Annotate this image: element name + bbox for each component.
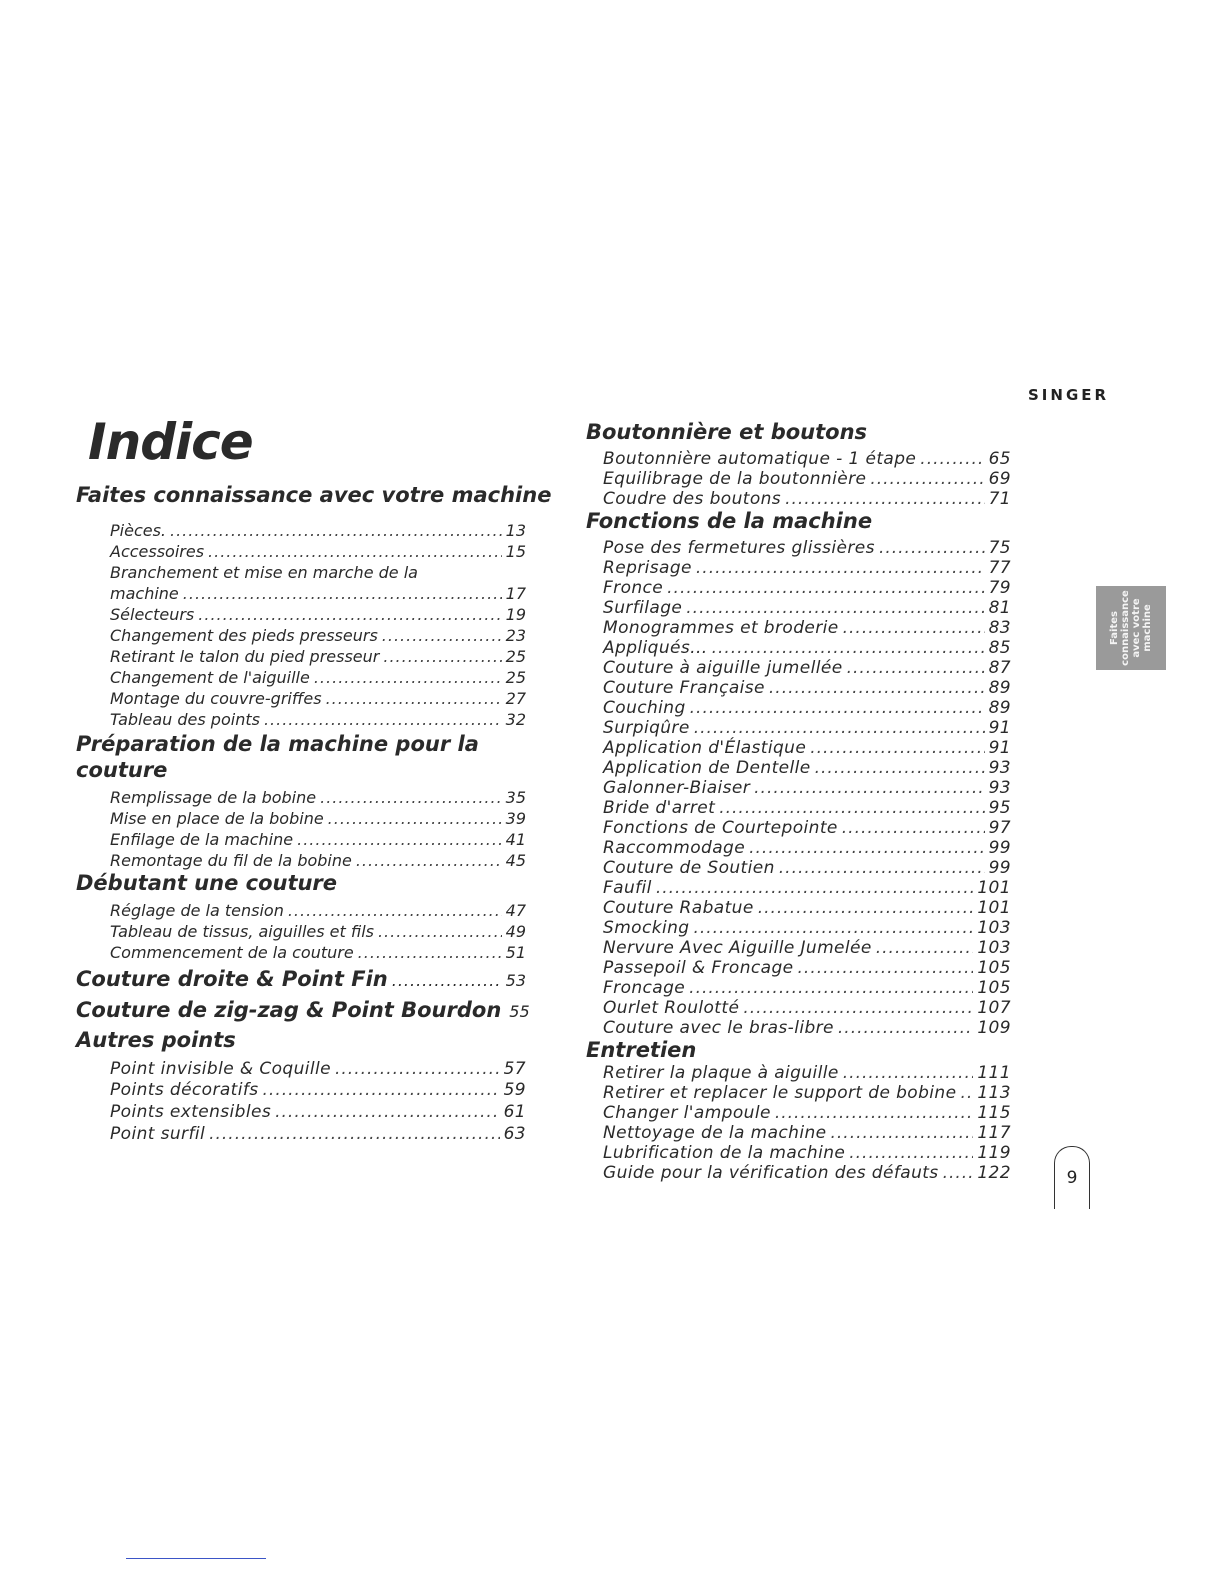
- entry-title: Surpiqûre: [603, 718, 690, 738]
- toc-entry: [110, 563, 526, 583]
- entry-title: Points décoratifs: [110, 1080, 259, 1100]
- entry-title: Réglage de la tension: [110, 901, 284, 920]
- entry-title: Tableau des points: [110, 710, 260, 729]
- dot-leader: [170, 521, 502, 541]
- page-ref: 89: [988, 698, 1011, 718]
- entry-title: Application d'Élastique: [603, 738, 807, 758]
- toc-entry: [110, 851, 526, 871]
- entry-title: Accessoires: [110, 542, 205, 561]
- entry-title: Retirer la plaque à aiguille: [603, 1063, 839, 1083]
- side-tab-line: avec votre: [1131, 598, 1143, 658]
- page-ref: 77: [988, 558, 1011, 578]
- dot-leader: [690, 698, 985, 718]
- toc-entry: [603, 738, 1011, 758]
- toc-entry: [110, 922, 526, 942]
- entry-title: Fonctions de Courtepointe: [603, 818, 838, 838]
- toc-entry: [603, 1163, 1011, 1183]
- toc-section-heading: Faites connaissance avec votre machine: [76, 483, 552, 507]
- dot-leader: [263, 1080, 500, 1100]
- toc-entry: [603, 778, 1011, 798]
- toc-entry: [110, 1102, 526, 1122]
- dot-leader: [743, 998, 973, 1018]
- entry-title: Points extensibles: [110, 1102, 272, 1122]
- toc-entry: [603, 818, 1011, 838]
- toc-entry: [110, 710, 526, 730]
- toc-entry: [110, 584, 526, 604]
- page-ref: 105: [977, 958, 1011, 978]
- page-ref: 53: [505, 971, 526, 990]
- toc-entry: [603, 998, 1011, 1018]
- entry-title: Faufil: [603, 878, 652, 898]
- side-tab-line: connaissance: [1120, 590, 1132, 666]
- page-ref: 51: [505, 943, 526, 962]
- toc-entry: [603, 878, 1011, 898]
- dot-leader: [656, 878, 974, 898]
- entry-title: Point invisible & Coquille: [110, 1059, 331, 1079]
- toc-section-heading-cont: couture: [76, 758, 168, 782]
- toc-entry: [603, 858, 1011, 878]
- entry-title: Enfilage de la machine: [110, 830, 294, 849]
- dot-leader: [383, 647, 501, 667]
- toc-entry: [110, 901, 526, 921]
- entry-title: Montage du couvre-griffes: [110, 689, 322, 708]
- page-ref: 117: [977, 1123, 1011, 1143]
- page-ref: 81: [988, 598, 1011, 618]
- page-ref: 99: [988, 838, 1011, 858]
- page-ref: 35: [505, 788, 526, 807]
- toc-entry: [603, 469, 1011, 489]
- dot-leader: [749, 838, 984, 858]
- entry-title: Commencement de la couture: [110, 943, 354, 962]
- entry-title: Equilibrage de la boutonnière: [603, 469, 867, 489]
- toc-entry: [603, 618, 1011, 638]
- entry-title: Sélecteurs: [110, 605, 195, 624]
- dot-leader: [712, 638, 985, 658]
- dot-leader: [358, 943, 502, 963]
- toc-entry: [603, 758, 1011, 778]
- entry-title: Retirer et replacer le support de bobine: [603, 1083, 957, 1103]
- page-ref: 59: [503, 1080, 526, 1100]
- dot-leader: [288, 901, 502, 921]
- entry-title: Couture Française: [603, 678, 765, 698]
- toc-entry: [110, 1080, 526, 1100]
- dot-leader: [328, 809, 502, 829]
- entry-title: Nervure Avec Aiguille Jumelée: [603, 938, 872, 958]
- page-ref: 15: [505, 542, 526, 561]
- page-ref: 107: [977, 998, 1011, 1018]
- dot-leader: [758, 898, 974, 918]
- dot-leader: [183, 584, 502, 604]
- dot-leader: [326, 689, 502, 709]
- dot-leader: [275, 1102, 499, 1122]
- page-number: 9: [1054, 1146, 1090, 1209]
- dot-leader: [775, 1103, 974, 1123]
- entry-title: machine: [110, 584, 179, 603]
- entry-title: Froncage: [603, 978, 686, 998]
- dot-leader: [320, 788, 502, 808]
- entry-title: Changement des pieds presseurs: [110, 626, 378, 645]
- brand-name: SINGER: [1028, 386, 1110, 404]
- toc-entry: [110, 830, 526, 850]
- entry-title: Ourlet Roulotté: [603, 998, 740, 1018]
- page-ref: 119: [977, 1143, 1011, 1163]
- toc-entry: [603, 1103, 1011, 1123]
- dot-leader: [779, 858, 985, 878]
- page-ref: 105: [977, 978, 1011, 998]
- dot-leader: [689, 978, 973, 998]
- toc-entry: [603, 1143, 1011, 1163]
- entry-title: Pièces.: [110, 521, 166, 540]
- page-ref: 79: [988, 578, 1011, 598]
- entry-title: Appliqués...: [603, 638, 708, 658]
- dot-leader: [785, 489, 984, 509]
- entry-title: Couching: [603, 698, 686, 718]
- dot-leader: [208, 542, 502, 562]
- toc-entry: [603, 938, 1011, 958]
- toc-section-heading: [76, 997, 530, 1025]
- entry-title: Point surfil: [110, 1124, 206, 1144]
- dot-leader: [815, 758, 985, 778]
- toc-entry: [603, 449, 1011, 469]
- toc-entry: [603, 1123, 1011, 1143]
- entry-title: Coudre des boutons: [603, 489, 782, 509]
- dot-leader: [378, 922, 502, 942]
- entry-title: Retirant le talon du pied presseur: [110, 647, 380, 666]
- dot-leader: [696, 558, 985, 578]
- dot-leader: [843, 618, 985, 638]
- page-ref: 91: [988, 718, 1011, 738]
- dot-leader: [831, 1123, 974, 1143]
- toc-entry: [110, 1124, 526, 1144]
- side-tab-line: Faites: [1109, 611, 1121, 645]
- entry-title: Remontage du fil de la bobine: [110, 851, 352, 870]
- toc-entry: [603, 1018, 1011, 1038]
- page-ref: 17: [505, 584, 526, 603]
- entry-title: Couture Rabatue: [603, 898, 754, 918]
- entry-title: Smocking: [603, 918, 690, 938]
- entry-title: Changer l'ampoule: [603, 1103, 771, 1123]
- page-ref: 109: [977, 1018, 1011, 1038]
- page-ref: 13: [505, 521, 526, 540]
- toc-entry: [603, 558, 1011, 578]
- page-ref: 101: [977, 878, 1011, 898]
- dot-leader: [297, 830, 502, 850]
- dot-leader: [847, 658, 985, 678]
- page-ref: 89: [988, 678, 1011, 698]
- toc-section-heading: Autres points: [76, 1028, 236, 1052]
- page-ref: 113: [977, 1083, 1011, 1103]
- dot-leader: [693, 918, 973, 938]
- entry-title: Tableau de tissus, aiguilles et fils: [110, 922, 374, 941]
- toc-entry: [603, 638, 1011, 658]
- page-ref: 111: [977, 1063, 1011, 1083]
- dot-leader: [719, 798, 984, 818]
- dot-leader: [920, 449, 984, 469]
- toc-entry: [110, 1059, 526, 1079]
- dot-leader: [870, 469, 984, 489]
- page-ref: 95: [988, 798, 1011, 818]
- page-ref: 75: [988, 538, 1011, 558]
- toc-entry: [110, 605, 526, 625]
- page-ref: 32: [505, 710, 526, 729]
- dot-leader: [209, 1124, 499, 1144]
- page-ref: 115: [977, 1103, 1011, 1123]
- dot-leader: [810, 738, 984, 758]
- dot-leader: [843, 1063, 974, 1083]
- dot-leader: [392, 968, 502, 994]
- page-ref: 83: [988, 618, 1011, 638]
- side-tab-line: machine: [1142, 604, 1154, 652]
- toc-entry: [603, 838, 1011, 858]
- toc-entry: [603, 898, 1011, 918]
- dot-leader: [879, 538, 985, 558]
- toc-entry: [603, 578, 1011, 598]
- page-ref: 47: [505, 901, 526, 920]
- page-ref: 103: [977, 938, 1011, 958]
- entry-title: Changement de l'aiguille: [110, 668, 310, 687]
- toc-entry: [110, 689, 526, 709]
- page-ref: 27: [505, 689, 526, 708]
- entry-title: Lubrification de la machine: [603, 1143, 846, 1163]
- page-ref: 65: [988, 449, 1011, 469]
- toc-entry: [110, 542, 526, 562]
- dot-leader: [198, 605, 501, 625]
- page-ref: 41: [505, 830, 526, 849]
- page-ref: 23: [505, 626, 526, 645]
- page-ref: 122: [977, 1163, 1011, 1183]
- page-ref: 63: [503, 1124, 526, 1144]
- page-ref: 45: [505, 851, 526, 870]
- page-ref: 49: [505, 922, 526, 941]
- entry-title: Raccommodage: [603, 838, 746, 858]
- dot-leader: [335, 1059, 500, 1079]
- page-ref: 91: [988, 738, 1011, 758]
- dot-leader: [667, 578, 984, 598]
- toc-section-heading: [76, 966, 526, 994]
- page-ref: 55: [509, 1002, 530, 1021]
- toc-entry: [603, 1063, 1011, 1083]
- entry-title: Reprisage: [603, 558, 692, 578]
- page-ref: 103: [977, 918, 1011, 938]
- dot-leader: [264, 710, 502, 730]
- page-ref: 99: [988, 858, 1011, 878]
- toc-entry: [110, 668, 526, 688]
- entry-title: Boutonnière automatique - 1 étape: [603, 449, 917, 469]
- toc-entry: [603, 538, 1011, 558]
- entry-title: Couture avec le bras-libre: [603, 1018, 834, 1038]
- page-ref: 71: [988, 489, 1011, 509]
- dot-leader: [314, 668, 502, 688]
- toc-entry: [603, 489, 1011, 509]
- dot-leader: [876, 938, 974, 958]
- toc-entry: [603, 678, 1011, 698]
- dot-leader: [769, 678, 985, 698]
- toc-section-heading: Boutonnière et boutons: [586, 420, 868, 444]
- page-ref: 25: [505, 668, 526, 687]
- entry-title: Remplissage de la bobine: [110, 788, 317, 807]
- page-ref: 101: [977, 898, 1011, 918]
- entry-title: Mise en place de la bobine: [110, 809, 324, 828]
- chapter-side-tab: [1096, 586, 1166, 670]
- page-ref: 39: [505, 809, 526, 828]
- toc-entry: [110, 943, 526, 963]
- entry-title: Nettoyage de la machine: [603, 1123, 827, 1143]
- page-ref: 25: [505, 647, 526, 666]
- toc-entry: [603, 718, 1011, 738]
- page-ref: 93: [988, 758, 1011, 778]
- page-ref: 87: [988, 658, 1011, 678]
- entry-title: Galonner-Biaiser: [603, 778, 751, 798]
- toc-entry: [603, 798, 1011, 818]
- toc-entry: [603, 1083, 1011, 1103]
- page-ref: 97: [988, 818, 1011, 838]
- entry-title: Pose des fermetures glissières: [603, 538, 875, 558]
- toc-entry: [603, 918, 1011, 938]
- dot-leader: [842, 818, 985, 838]
- toc-entry: [603, 658, 1011, 678]
- dot-leader: [356, 851, 502, 871]
- toc-entry: [603, 698, 1011, 718]
- dot-leader: [382, 626, 502, 646]
- page-title: Indice: [88, 413, 253, 471]
- toc-section-heading: Entretien: [586, 1038, 697, 1062]
- dot-leader: [849, 1143, 973, 1163]
- section-title: Couture de zig-zag & Point Bourdon: [76, 998, 502, 1022]
- page-ref: 93: [988, 778, 1011, 798]
- entry-title: Surfilage: [603, 598, 683, 618]
- toc-section-heading: Débutant une couture: [76, 871, 338, 895]
- toc-entry: [603, 598, 1011, 618]
- dot-leader: [798, 958, 974, 978]
- entry-title: Couture à aiguille jumellée: [603, 658, 843, 678]
- toc-entry: [110, 521, 526, 541]
- entry-title: Passepoil & Froncage: [603, 958, 794, 978]
- entry-title: Monogrammes et broderie: [603, 618, 839, 638]
- dot-leader: [838, 1018, 973, 1038]
- footer-rule: [126, 1558, 266, 1559]
- dot-leader: [694, 718, 985, 738]
- toc-entry: [603, 978, 1011, 998]
- entry-title: Bride d'arret: [603, 798, 716, 818]
- entry-title: Guide pour la vérification des défauts: [603, 1163, 939, 1183]
- dot-leader: [686, 598, 984, 618]
- dot-leader: [960, 1083, 973, 1103]
- toc-section-heading: Fonctions de la machine: [586, 509, 873, 533]
- page-ref: 61: [503, 1102, 526, 1122]
- toc-section-heading: Préparation de la machine pour la: [76, 732, 479, 756]
- section-title: Couture droite & Point Fin: [76, 967, 388, 991]
- toc-entry: [110, 626, 526, 646]
- toc-entry: [603, 958, 1011, 978]
- entry-title: Application de Dentelle: [603, 758, 811, 778]
- dot-leader: [943, 1163, 974, 1183]
- dot-leader: [754, 778, 984, 798]
- toc-entry: [110, 788, 526, 808]
- entry-title: Branchement et mise en marche de la: [110, 563, 418, 582]
- page-ref: 85: [988, 638, 1011, 658]
- toc-entry: [110, 647, 526, 667]
- toc-entry: [110, 809, 526, 829]
- page-ref: 19: [505, 605, 526, 624]
- page-ref: 69: [988, 469, 1011, 489]
- page-ref: 57: [503, 1059, 526, 1079]
- entry-title: Couture de Soutien: [603, 858, 775, 878]
- entry-title: Fronce: [603, 578, 664, 598]
